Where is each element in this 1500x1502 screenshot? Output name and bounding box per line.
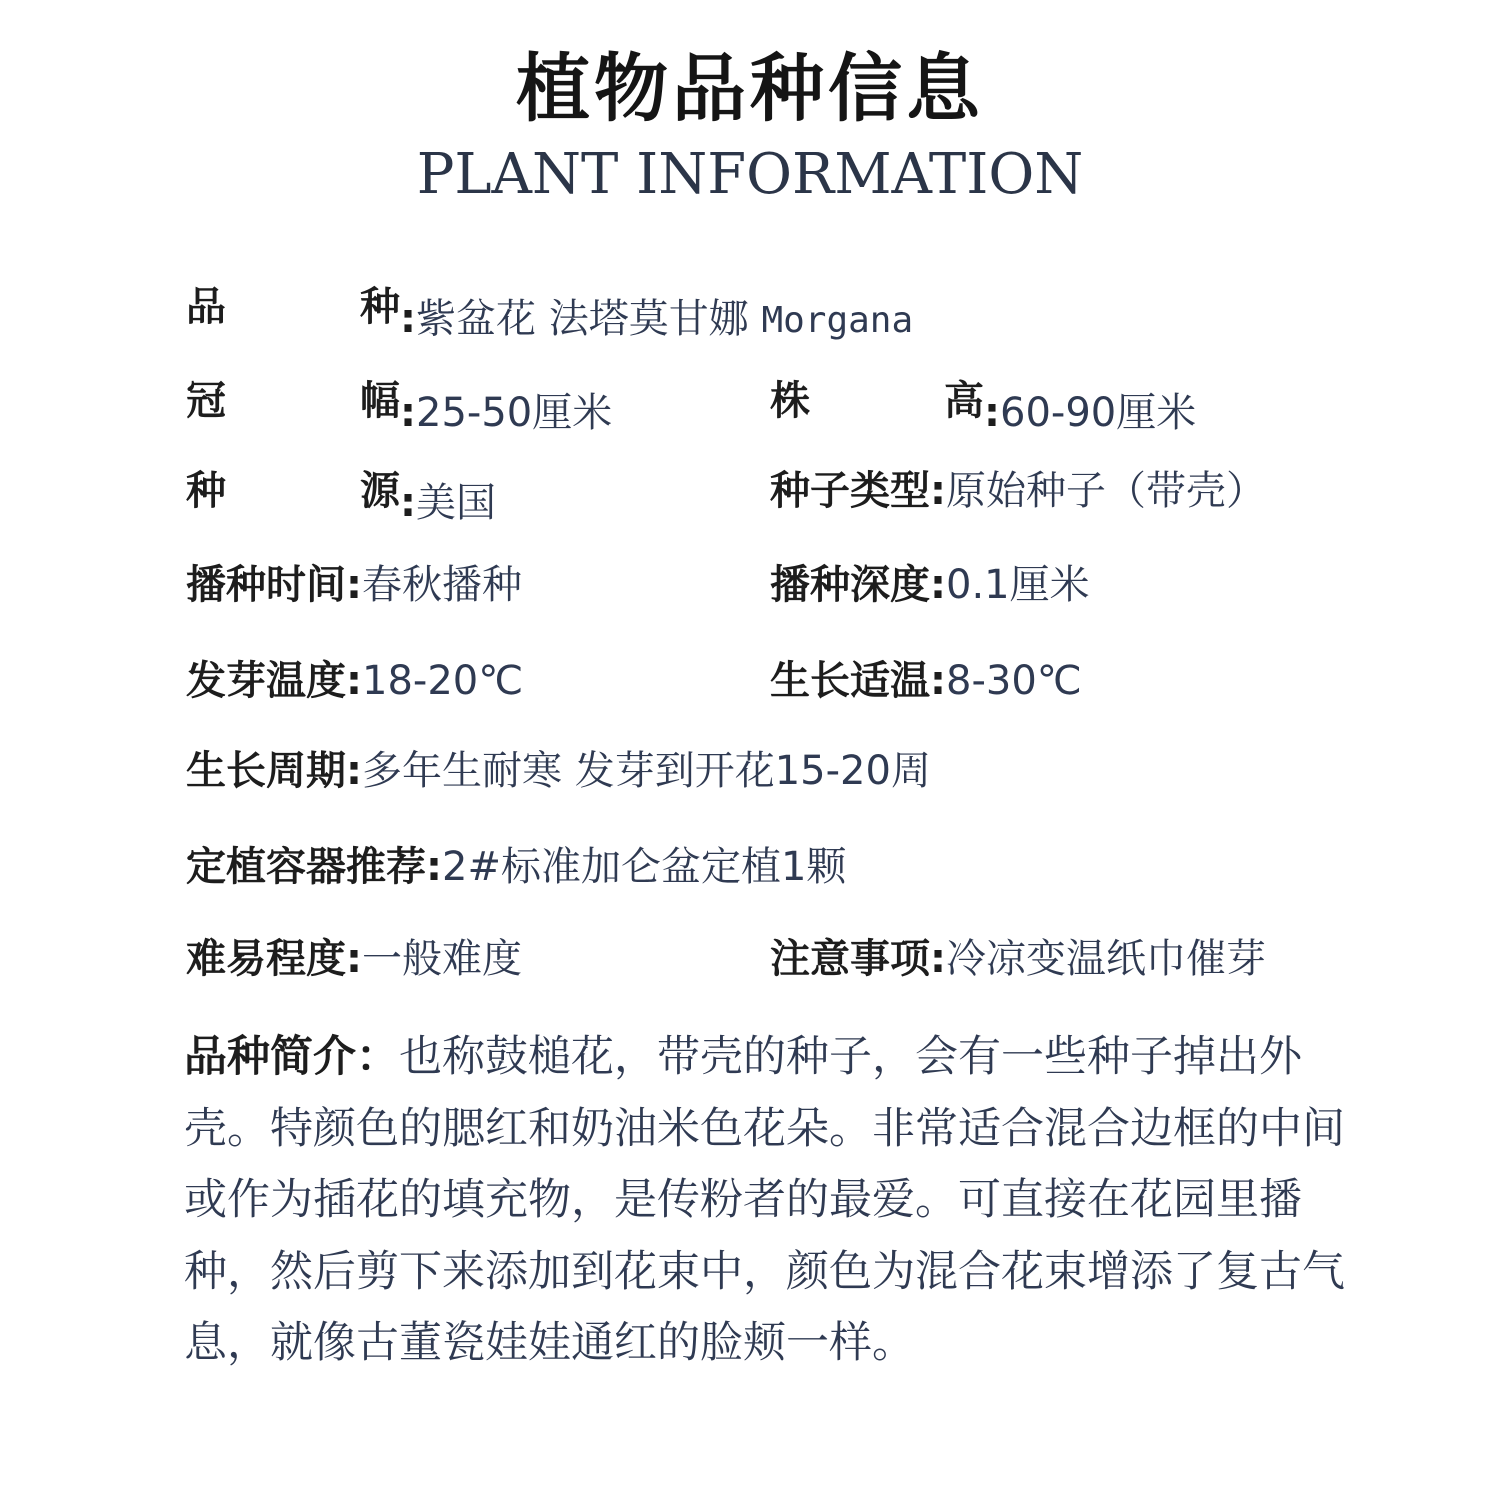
field-plant-height: 株 高 :60-90厘米: [770, 378, 1197, 436]
field-container: 定植容器推荐:2#标准加仑盆定植1颗: [186, 844, 847, 890]
field-growth-cycle-label: 生长周期: [186, 748, 346, 794]
field-seed-type-label: 种子类型: [770, 468, 930, 514]
field-difficulty: 难易程度:一般难度: [186, 936, 522, 982]
field-difficulty-label: 难易程度: [186, 936, 346, 982]
page-title: 植物品种信息: [516, 46, 984, 132]
field-seed-type: 种子类型:原始种子（带壳）: [770, 468, 1266, 514]
field-crown-width-value: 25-50厘米: [416, 390, 613, 436]
field-container-value: 2#标准加仑盆定植1颗: [442, 844, 847, 890]
variety-intro: [184, 1022, 1384, 1380]
field-seed-type-value: 原始种子（带壳）: [946, 468, 1266, 514]
field-sowing-depth: 播种深度:0.1厘米: [770, 562, 1090, 608]
field-variety-value-en: Morgana: [761, 300, 914, 341]
field-growth-cycle: 生长周期:多年生耐寒 发芽到开花15-20周: [186, 748, 931, 794]
field-growth-cycle-value: 多年生耐寒 发芽到开花15-20周: [362, 748, 931, 794]
field-sowing-time-label: 播种时间: [186, 562, 346, 608]
page-subtitle: PLANT INFORMATION: [416, 142, 1084, 207]
variety-intro-label: 品种简介：: [184, 1032, 399, 1082]
field-growth-temp-label: 生长适温: [770, 658, 930, 704]
field-notes-label: 注意事项: [770, 936, 930, 982]
field-germination-temp: 发芽温度:18-20℃: [186, 658, 524, 704]
field-container-label: 定植容器推荐: [186, 844, 426, 890]
field-notes-value: 冷凉变温纸巾催芽: [946, 936, 1266, 982]
field-notes: 注意事项:冷凉变温纸巾催芽: [770, 936, 1266, 982]
field-sowing-depth-value: 0.1厘米: [946, 562, 1090, 608]
field-difficulty-value: 一般难度: [362, 936, 522, 982]
field-seed-origin: 种 源 :美国: [186, 468, 496, 526]
field-sowing-time: 播种时间:春秋播种: [186, 562, 522, 608]
field-sowing-depth-label: 播种深度: [770, 562, 930, 608]
field-crown-width-label: 冠 幅: [186, 378, 400, 424]
variety-intro-text: 也称鼓槌花，带壳的种子，会有一些种子掉出外壳。特颜色的腮红和奶油米色花朵。非常适合混合边框的中间或作为插花的填充物，是传粉者的最爱。可直接在花园里播种，然后剪下来添加到花束中，颜色为混合花束增添了复古气息，就像古董瓷娃娃通红的脸颊一样。: [184, 1032, 1345, 1368]
field-variety-value: 紫盆花 法塔莫甘娜: [416, 296, 762, 342]
field-germination-temp-label: 发芽温度: [186, 658, 346, 704]
field-germination-temp-value: 18-20℃: [362, 658, 524, 704]
field-plant-height-value: 60-90厘米: [1000, 390, 1197, 436]
field-plant-height-label: 株 高: [770, 378, 984, 424]
field-growth-temp-value: 8-30℃: [946, 658, 1082, 704]
field-sowing-time-value: 春秋播种: [362, 562, 522, 608]
field-growth-temp: 生长适温:8-30℃: [770, 658, 1082, 704]
field-seed-origin-label: 种 源: [186, 468, 400, 514]
field-variety-label: 品 种: [186, 284, 400, 330]
field-seed-origin-value: 美国: [416, 480, 496, 526]
field-crown-width: 冠 幅 :25-50厘米: [186, 378, 613, 436]
field-variety: 品 种 :紫盆花 法塔莫甘娜 Morgana: [186, 284, 914, 342]
